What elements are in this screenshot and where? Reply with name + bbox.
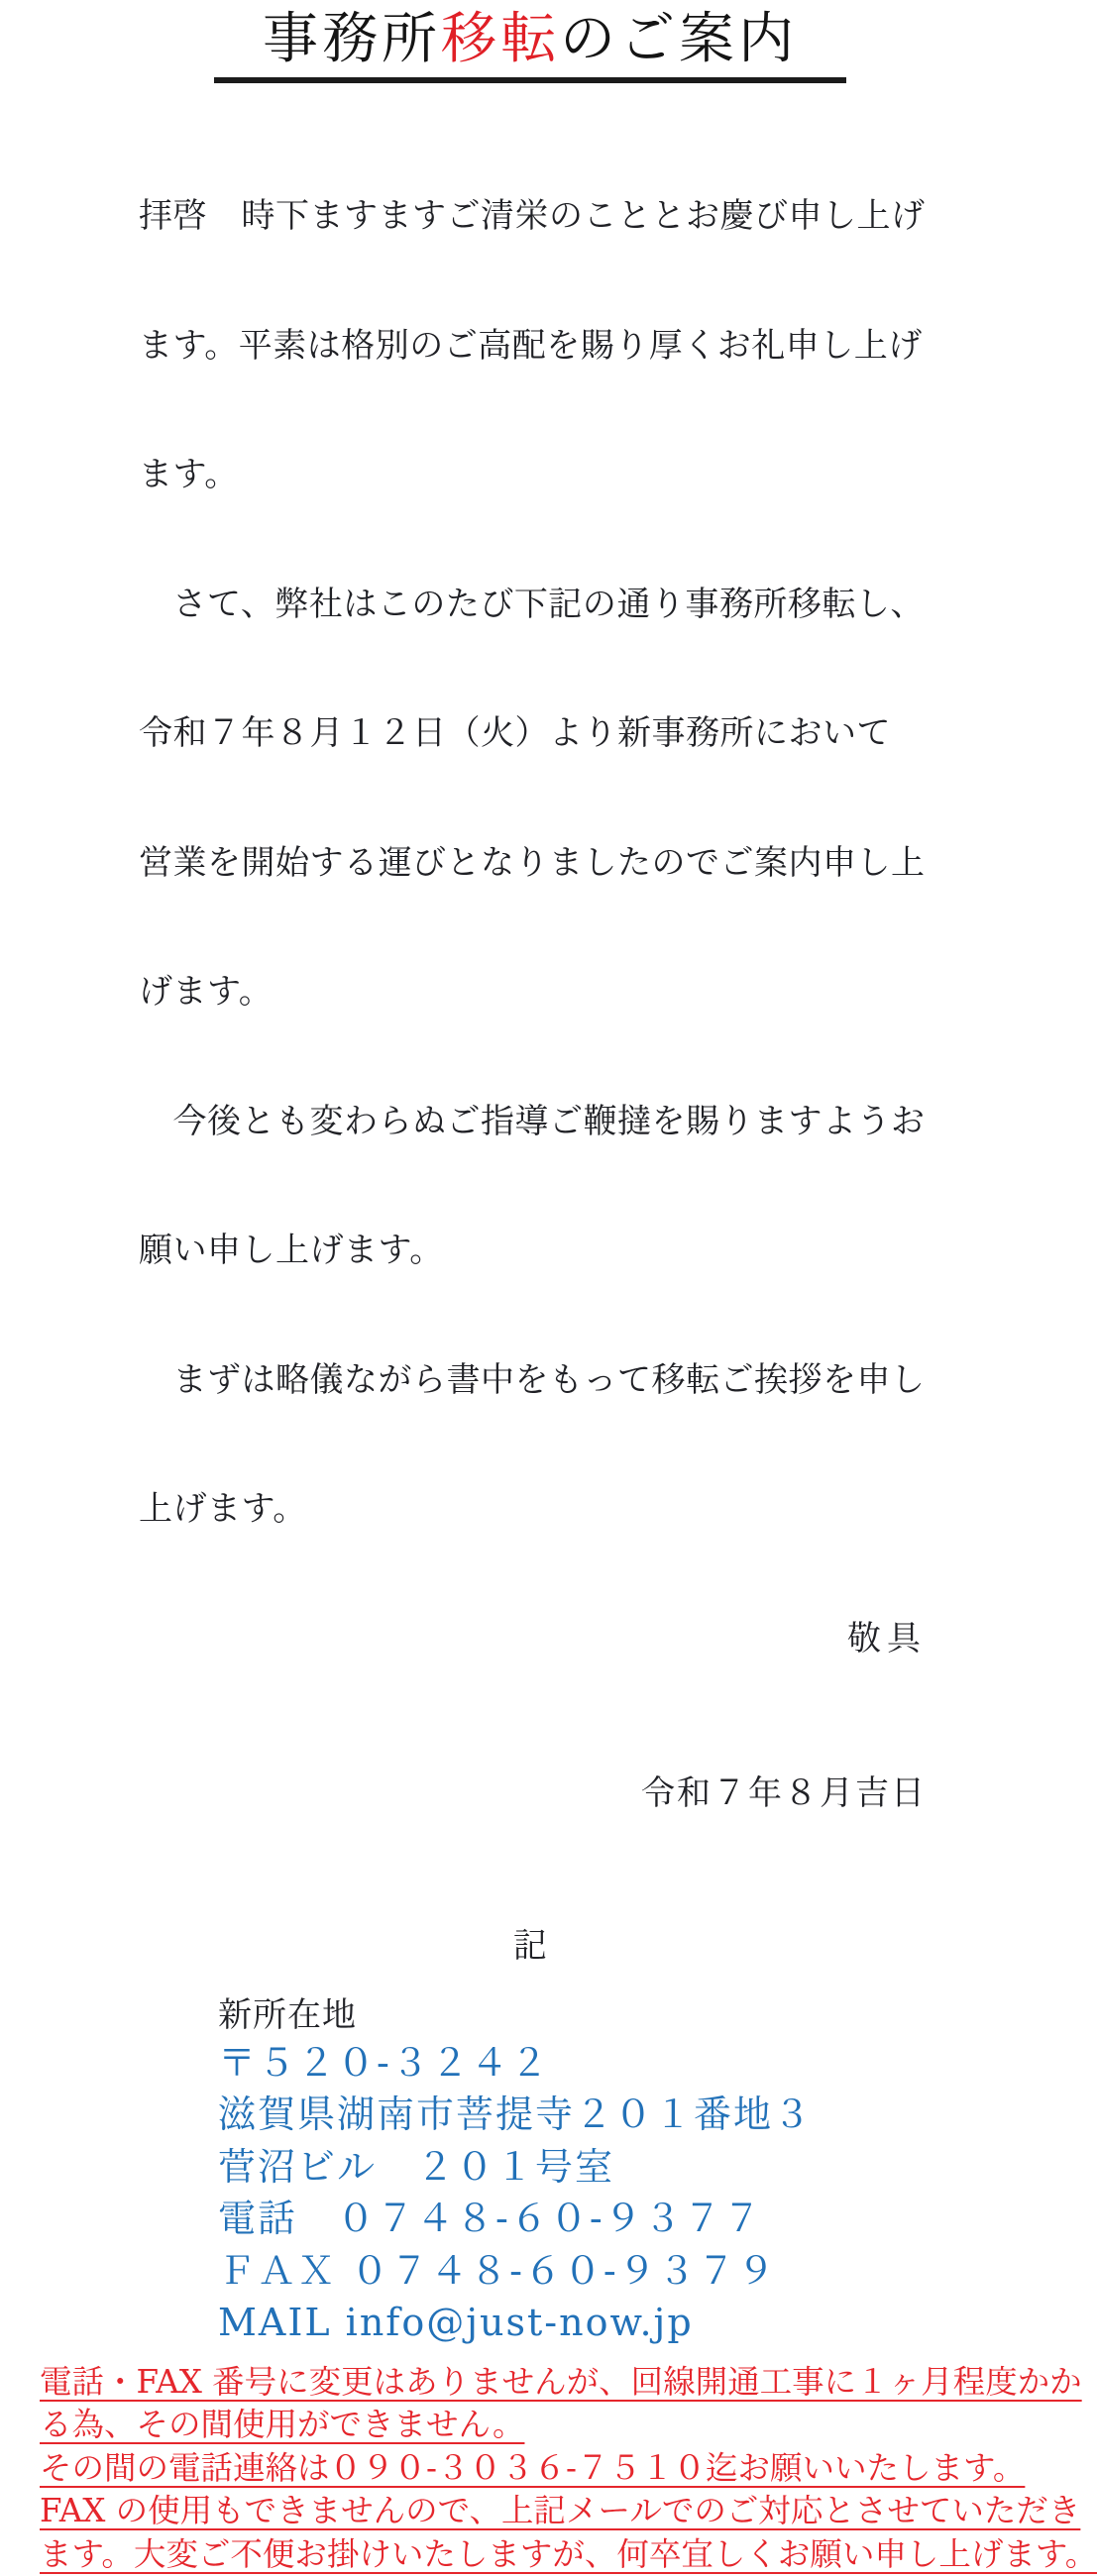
letter-line: さて、弊社はこのたび下記の通り事務所移転し、 [139,584,927,627]
fax-line: ＦＡＸ ０７４８-６０-９３７９ [218,2245,1060,2298]
relocation-notice-document [0,4,1060,1354]
notice-line: ます。大変ご不便お掛けいたしますが、何卒宜しくお願い申し上げます。 [40,2535,1097,2573]
letter-body [139,109,927,1902]
letter-line: げます。 [139,971,927,1015]
notice-line-wrap [40,2533,1031,2576]
notice-line: る為、その間使用ができません。 [40,2406,524,2443]
notice-block [40,2361,1031,2576]
phone-line: 電話 ０７４８-６０-９３７７ [218,2193,1060,2245]
letter-line: ます。 [139,454,927,497]
ki-marker: 記 [0,1924,1060,1968]
notice-line-wrap [40,2490,1031,2533]
notice-line-wrap [40,2361,1031,2405]
letter-line: 今後とも変わらぬご指導ご鞭撻を賜りますようお [139,1101,927,1144]
address-label: 新所在地 [218,1993,1060,2037]
title-prefix: 事務所 [263,7,441,71]
notice-line: その間の電話連絡は０９０-３０３６-７５１０迄お願いいたします。 [40,2449,1025,2487]
letter-line: まずは略儀ながら書中をもって移転ご挨拶を申し [139,1359,927,1403]
letter-line: 令和７年８月１２日（火）より新事務所において [139,712,927,756]
title-highlight: 移転 [441,7,560,71]
closing-keigu: 敬具 [139,1618,927,1662]
new-address-block [218,1993,1060,2349]
letter-line: 拝啓 時下ますますご清栄のこととお慶び申し上げ [139,195,927,239]
notice-line: FAX の使用もできませんので、上記メールでのご対応とさせていただき [40,2492,1080,2529]
title-suffix: のご案内 [560,7,798,71]
letter-line: ます。平素は格別のご高配を賜り厚くお礼申し上げ [139,325,927,369]
mail-line: MAIL info@just-now.jp [218,2297,1060,2349]
notice-line-wrap [40,2404,1031,2447]
address-line: 滋賀県湖南市菩提寺２０１番地３ [218,2089,1060,2141]
letter-line: 営業を開始する運びとなりましたのでご案内申し上 [139,842,927,886]
postal-code-line: 〒５２０-３２４２ [218,2037,1060,2090]
letter-line: 上げます。 [139,1488,927,1532]
building-room-line: 菅沼ビル ２０１号室 [218,2141,1060,2194]
letter-date: 令和７年８月吉日 [139,1772,927,1816]
title-underline-rule [214,77,846,83]
notice-line-wrap [40,2447,1031,2491]
notice-line: 電話・FAX 番号に変更はありませんが、回線開通工事に１ヶ月程度かか [40,2363,1082,2401]
page-title [0,4,1060,75]
letter-line: 願い申し上げます。 [139,1230,927,1273]
